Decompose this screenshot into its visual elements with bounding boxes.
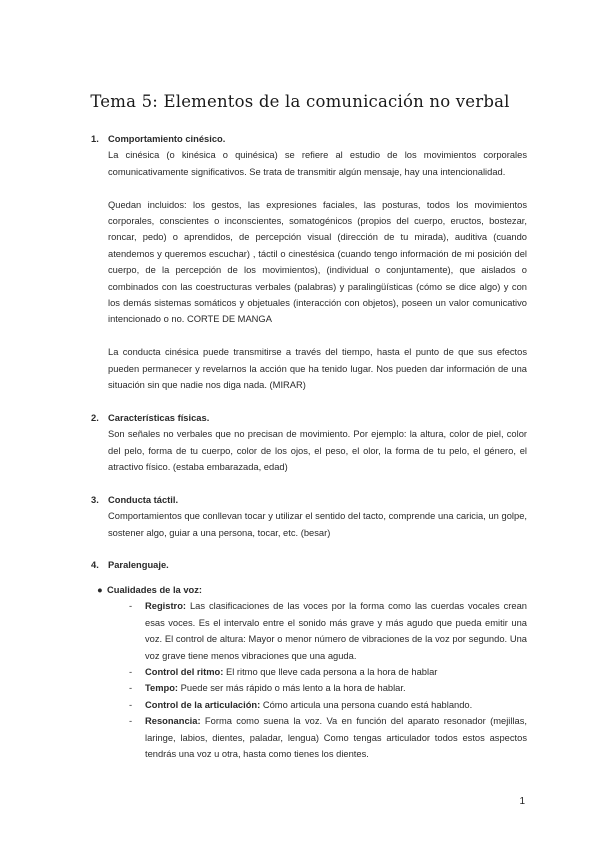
- section-physical: [91, 410, 527, 476]
- section-heading: Características físicas.: [108, 412, 210, 423]
- list-item: [129, 664, 527, 680]
- item-text: Forma como suena la voz. Va en función del aparato resonador (mejillas, laringe, labios, dientes, paladar, lengua) Como tengas articulador todos estos aspectos tendrás una voz u otra, hasta como tienes los dientes.: [145, 716, 527, 759]
- dash-icon: -: [129, 666, 133, 677]
- section-number: 3.: [91, 494, 99, 505]
- dash-icon: -: [129, 699, 133, 710]
- subheading-voice-qualities: [91, 582, 527, 598]
- section-heading: Conducta táctil.: [108, 494, 179, 505]
- section-heading: Paralenguaje.: [108, 560, 169, 571]
- item-text: El ritmo que lleve cada persona a la hora de hablar: [223, 666, 438, 677]
- page-number: 1: [519, 796, 525, 807]
- section-number: 4.: [91, 560, 99, 571]
- dash-icon: -: [129, 683, 133, 694]
- item-term: Control del ritmo:: [145, 666, 224, 677]
- list-item: [129, 680, 527, 696]
- subheading-label: Cualidades de la voz:: [107, 584, 203, 595]
- page-title: Tema 5: Elementos de la comunicación no verbal: [90, 92, 510, 111]
- item-term: Registro:: [145, 601, 187, 612]
- section-tactile: [91, 492, 527, 541]
- item-text: Puede ser más rápido o más lento a la hora de hablar.: [178, 683, 406, 694]
- dash-icon: -: [129, 601, 133, 612]
- paragraph: La conducta cinésica puede transmitirse a través del tiempo, hasta el punto de que sus efectos pueden permanecer y revelarnos la acción que ha tenido lugar. Nos pueden dar información de una situación sin que nadie nos diga nada. (MIRAR): [108, 347, 527, 391]
- item-term: Resonancia:: [145, 716, 201, 727]
- document-body: [91, 131, 527, 762]
- section-heading: Comportamiento cinésico.: [108, 134, 226, 144]
- item-text: Las clasificaciones de las voces por la forma como las cuerdas vocales crean esas voces. Es el intervalo entre el sonido más grave y más agudo que pueda emitir una voz. El control de altura: Mayor o menor número de vibraciones de la voz por segundo. Una voz grave tiene menos vibraciones que una aguda.: [145, 601, 527, 661]
- item-text: Cómo articula una persona cuando está hablando.: [260, 699, 473, 710]
- paragraph: La cinésica (o kinésica o quinésica) se refiere al estudio de los movimientos corporales comunicativamente significativos. Se trata de transmitir algún mensaje, hay una intencionalidad.: [108, 150, 527, 177]
- list-item: [129, 598, 527, 664]
- section-number: 2.: [91, 412, 99, 423]
- paragraph: Quedan incluidos: los gestos, las expresiones faciales, las posturas, todos los movimientos corporales, conscientes o inconscientes, somatogénicos (propios del cuerpo, eructos, bostezar, roncar, pedo) o aprendidos, de percepción visual (dirección de tu mirada), auditiva (cuando atendemos y queremos escuchar) , táctil o cinestésica (cuando tengo información de mi posición del cuerpo, de la percepción de los movimientos), (individual o conjuntamente), que aislados o combinados con las coestructuras verbales (palabras) y paralingüísticas (cómo se dice algo) y con los demás sistemas somáticos y objetuales (interacción con objetos), poseen un valor comunicativo intencionado o no. CORTE DE MANGA: [108, 199, 527, 325]
- paragraph: Son señales no verbales que no precisan de movimiento. Por ejemplo: la altura, color de piel, color del pelo, forma de tu cuerpo, color de los ojos, el peso, el olor, la forma de tu pelo, el género, el atractivo físico. (estaba embarazada, edad): [108, 429, 527, 473]
- section-kinesic: [91, 131, 527, 393]
- section-paralanguage: [91, 557, 527, 573]
- section-number: 1.: [91, 134, 99, 144]
- item-term: Tempo:: [145, 683, 179, 694]
- bullet-icon: ●: [97, 584, 103, 595]
- paragraph: Comportamientos que conllevan tocar y utilizar el sentido del tacto, comprende una caricia, un golpe, sostener algo, guiar a una persona, tocar, etc. (besar): [108, 511, 527, 538]
- list-item: [129, 697, 527, 713]
- voice-qualities-list: [129, 598, 527, 762]
- item-term: Control de la articulación:: [145, 699, 261, 710]
- dash-icon: -: [129, 716, 133, 727]
- list-item: [129, 713, 527, 762]
